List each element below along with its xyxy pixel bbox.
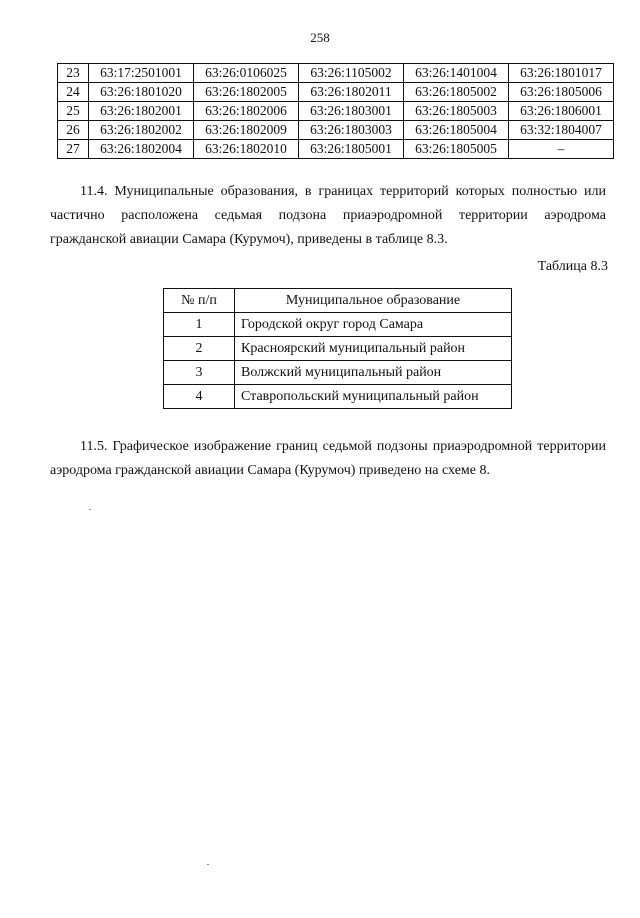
- cadastral-cell: 63:26:1802006: [194, 102, 299, 121]
- row-number: 1: [164, 313, 235, 337]
- paragraph-11-4: 11.4. Муниципальные образования, в границах территорий которых полностью или частично расположена седьмая подзона приаэродромной территории аэродрома гражданской авиации Самара (Курумоч), приведены в таблице 8.3.: [50, 184, 606, 247]
- municipality-name: Ставропольский муниципальный район: [235, 385, 512, 409]
- cadastral-cell: 63:26:0106025: [194, 64, 299, 83]
- table-row: [58, 64, 614, 83]
- cadastral-cell: 63:26:1802005: [194, 83, 299, 102]
- table-row: [164, 361, 512, 385]
- table-row: [164, 337, 512, 361]
- municipality-name: Волжский муниципальный район: [235, 361, 512, 385]
- cadastral-cell: 63:26:1805001: [299, 140, 404, 159]
- row-number: 25: [58, 102, 89, 121]
- cadastral-cell: 63:26:1805002: [404, 83, 509, 102]
- table-row: [164, 313, 512, 337]
- cadastral-numbers-table: [57, 63, 614, 159]
- column-header-municipality: Муниципальное образование: [235, 289, 512, 313]
- page-number: 258: [310, 30, 330, 45]
- cadastral-cell: 63:26:1805006: [509, 83, 614, 102]
- cadastral-cell: 63:26:1802002: [89, 121, 194, 140]
- row-number: 27: [58, 140, 89, 159]
- cadastral-cell: 63:26:1802011: [299, 83, 404, 102]
- cadastral-cell: 63:26:1805003: [404, 102, 509, 121]
- cadastral-cell: –: [509, 140, 614, 159]
- row-number: 3: [164, 361, 235, 385]
- table-caption: Таблица 8.3: [537, 259, 608, 274]
- column-header-number: № п/п: [164, 289, 235, 313]
- table-header-row: [164, 289, 512, 313]
- cadastral-cell: 63:26:1802001: [89, 102, 194, 121]
- table-row: [164, 385, 512, 409]
- cadastral-cell: 63:26:1803003: [299, 121, 404, 140]
- cadastral-cell: 63:17:2501001: [89, 64, 194, 83]
- municipality-name: Городской округ город Самара: [235, 313, 512, 337]
- municipality-name: Красноярский муниципальный район: [235, 337, 512, 361]
- table-row: [58, 121, 614, 140]
- row-number: 26: [58, 121, 89, 140]
- row-number: 2: [164, 337, 235, 361]
- cadastral-cell: 63:26:1801017: [509, 64, 614, 83]
- cadastral-cell: 63:26:1401004: [404, 64, 509, 83]
- table-row: [58, 83, 614, 102]
- cadastral-cell: 63:26:1802010: [194, 140, 299, 159]
- cadastral-cell: 63:26:1802009: [194, 121, 299, 140]
- cadastral-cell: 63:26:1802004: [89, 140, 194, 159]
- cadastral-cell: 63:26:1803001: [299, 102, 404, 121]
- cadastral-cell: 63:26:1801020: [89, 83, 194, 102]
- paragraph-11-5: 11.5. Графическое изображение границ седьмой подзоны приаэродромной территории аэродрома гражданской авиации Самара (Курумоч) приведено на схеме 8.: [50, 439, 606, 478]
- row-number: 24: [58, 83, 89, 102]
- row-number: 23: [58, 64, 89, 83]
- table-row: [58, 102, 614, 121]
- municipalities-table: [163, 288, 512, 409]
- table-row: [58, 140, 614, 159]
- cadastral-cell: 63:26:1805005: [404, 140, 509, 159]
- scan-speck: [89, 509, 91, 510]
- cadastral-cell: 63:32:1804007: [509, 121, 614, 140]
- cadastral-cell: 63:26:1806001: [509, 102, 614, 121]
- cadastral-cell: 63:26:1105002: [299, 64, 404, 83]
- cadastral-cell: 63:26:1805004: [404, 121, 509, 140]
- scan-speck: [207, 864, 209, 865]
- row-number: 4: [164, 385, 235, 409]
